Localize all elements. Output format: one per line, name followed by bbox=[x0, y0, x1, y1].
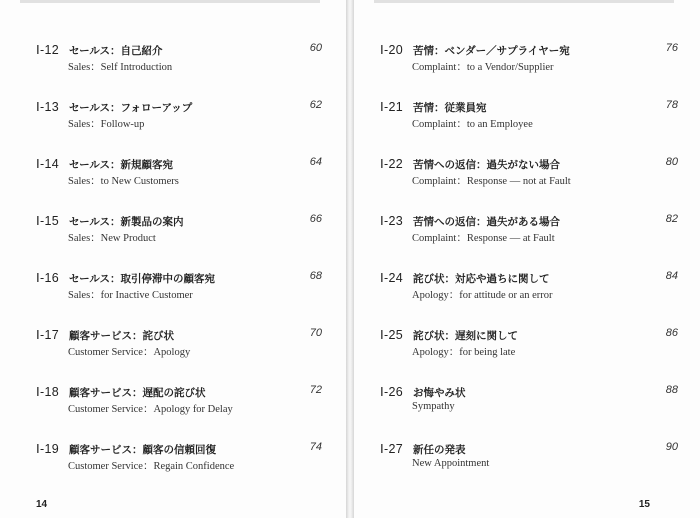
entry-number: Ⅰ-20 bbox=[380, 43, 403, 57]
entry-title-ja: 顧客サービス：詫び状 bbox=[69, 330, 174, 342]
entry-number: Ⅰ-13 bbox=[36, 100, 59, 114]
entry-title-en: Apology：for attitude or an error bbox=[412, 290, 553, 301]
entry-page-number: 88 bbox=[665, 384, 678, 396]
toc-entry bbox=[36, 327, 322, 367]
entry-title-en: Complaint：to an Employee bbox=[412, 119, 533, 130]
entry-title-ja: セールス：新製品の案内 bbox=[69, 216, 184, 228]
toc-entry bbox=[380, 99, 678, 139]
entry-page-number: 60 bbox=[309, 42, 322, 54]
entry-title-ja: 苦情：ベンダー／サプライヤー宛 bbox=[413, 45, 570, 57]
entry-title-en: Customer Service：Regain Confidence bbox=[68, 461, 235, 472]
page-folio: 14 bbox=[36, 499, 48, 510]
entry-number: Ⅰ-18 bbox=[36, 385, 59, 399]
toc-entry bbox=[36, 42, 322, 82]
toc-entry bbox=[36, 441, 322, 481]
entry-number: Ⅰ-21 bbox=[380, 100, 403, 114]
entry-title-en: Customer Service：Apology bbox=[68, 347, 191, 358]
entry-title-ja: 苦情への返信：過失がない場合 bbox=[413, 159, 560, 171]
entry-number: Ⅰ-17 bbox=[36, 328, 59, 342]
entry-title-en: New Appointment bbox=[412, 458, 490, 469]
left-page bbox=[0, 0, 346, 518]
entry-page-number: 66 bbox=[309, 213, 322, 225]
toc-entry bbox=[380, 156, 678, 196]
entry-page-number: 84 bbox=[665, 270, 678, 282]
entry-title-en: Sales：Self Introduction bbox=[68, 62, 173, 73]
entry-number: Ⅰ-16 bbox=[36, 271, 59, 285]
entry-title-ja: 新任の発表 bbox=[413, 444, 466, 456]
scan-edge bbox=[374, 0, 674, 3]
entry-page-number: 78 bbox=[665, 99, 678, 111]
entry-title-ja: セールス：新規顧客宛 bbox=[69, 159, 174, 171]
entry-title-en: Complaint：to a Vendor/Supplier bbox=[412, 62, 554, 73]
entry-title-ja: セールス：フォローアップ bbox=[69, 102, 193, 114]
toc-entry bbox=[36, 99, 322, 139]
entry-title-en: Sales：for Inactive Customer bbox=[68, 290, 193, 301]
toc-entry bbox=[36, 156, 322, 196]
entry-page-number: 80 bbox=[665, 156, 678, 168]
entry-page-number: 62 bbox=[309, 99, 322, 111]
entry-number: Ⅰ-24 bbox=[380, 271, 403, 285]
entry-title-ja: 顧客サービス：顧客の信頼回復 bbox=[69, 444, 216, 456]
entry-title-en: Sales：New Product bbox=[68, 233, 156, 244]
entry-title-en: Complaint：Response — at Fault bbox=[412, 233, 555, 244]
entry-number: Ⅰ-23 bbox=[380, 214, 403, 228]
toc-entry bbox=[380, 42, 678, 82]
entry-title-ja: セールス：自己紹介 bbox=[69, 45, 163, 57]
entry-title-en: Customer Service：Apology for Delay bbox=[68, 404, 233, 415]
toc-entry bbox=[36, 270, 322, 310]
entry-page-number: 82 bbox=[665, 213, 678, 225]
entry-title-ja: お悔やみ状 bbox=[413, 387, 466, 399]
toc-entry bbox=[380, 270, 678, 310]
page-folio: 15 bbox=[638, 499, 650, 510]
right-page bbox=[354, 0, 700, 518]
toc-entry bbox=[380, 441, 678, 481]
toc-entry bbox=[36, 384, 322, 424]
entry-page-number: 86 bbox=[665, 327, 678, 339]
entry-page-number: 64 bbox=[309, 156, 322, 168]
entry-number: Ⅰ-26 bbox=[380, 385, 403, 399]
toc-entry bbox=[380, 213, 678, 253]
entry-title-ja: 苦情への返信：過失がある場合 bbox=[413, 216, 560, 228]
entry-number: Ⅰ-22 bbox=[380, 157, 403, 171]
entry-page-number: 74 bbox=[309, 441, 322, 453]
entry-title-en: Apology：for being late bbox=[412, 347, 516, 358]
entry-page-number: 72 bbox=[309, 384, 322, 396]
entry-title-ja: 顧客サービス：遅配の詫び状 bbox=[69, 387, 206, 399]
entry-number: Ⅰ-27 bbox=[380, 442, 403, 456]
entry-page-number: 90 bbox=[665, 441, 678, 453]
entry-title-ja: 苦情：従業員宛 bbox=[413, 102, 487, 114]
toc-entry bbox=[36, 213, 322, 253]
book-gutter bbox=[346, 0, 354, 518]
scan-edge bbox=[20, 0, 320, 3]
entry-title-ja: 詫び状：対応や過ちに関して bbox=[413, 273, 550, 285]
entry-title-en: Sales：Follow-up bbox=[68, 119, 145, 130]
toc-entry bbox=[380, 384, 678, 424]
entry-page-number: 76 bbox=[665, 42, 678, 54]
toc-entry bbox=[380, 327, 678, 367]
entry-number: Ⅰ-15 bbox=[36, 214, 59, 228]
entry-page-number: 70 bbox=[309, 327, 322, 339]
entry-title-en: Complaint：Response — not at Fault bbox=[412, 176, 571, 187]
entry-number: Ⅰ-12 bbox=[36, 43, 59, 57]
entry-title-ja: セールス：取引停滞中の顧客宛 bbox=[69, 273, 216, 285]
entry-number: Ⅰ-25 bbox=[380, 328, 403, 342]
entry-title-ja: 詫び状：遅刻に関して bbox=[413, 330, 518, 342]
entry-number: Ⅰ-19 bbox=[36, 442, 59, 456]
entry-title-en: Sales：to New Customers bbox=[68, 176, 179, 187]
entry-title-en: Sympathy bbox=[412, 401, 455, 412]
entry-page-number: 68 bbox=[309, 270, 322, 282]
entry-number: Ⅰ-14 bbox=[36, 157, 59, 171]
